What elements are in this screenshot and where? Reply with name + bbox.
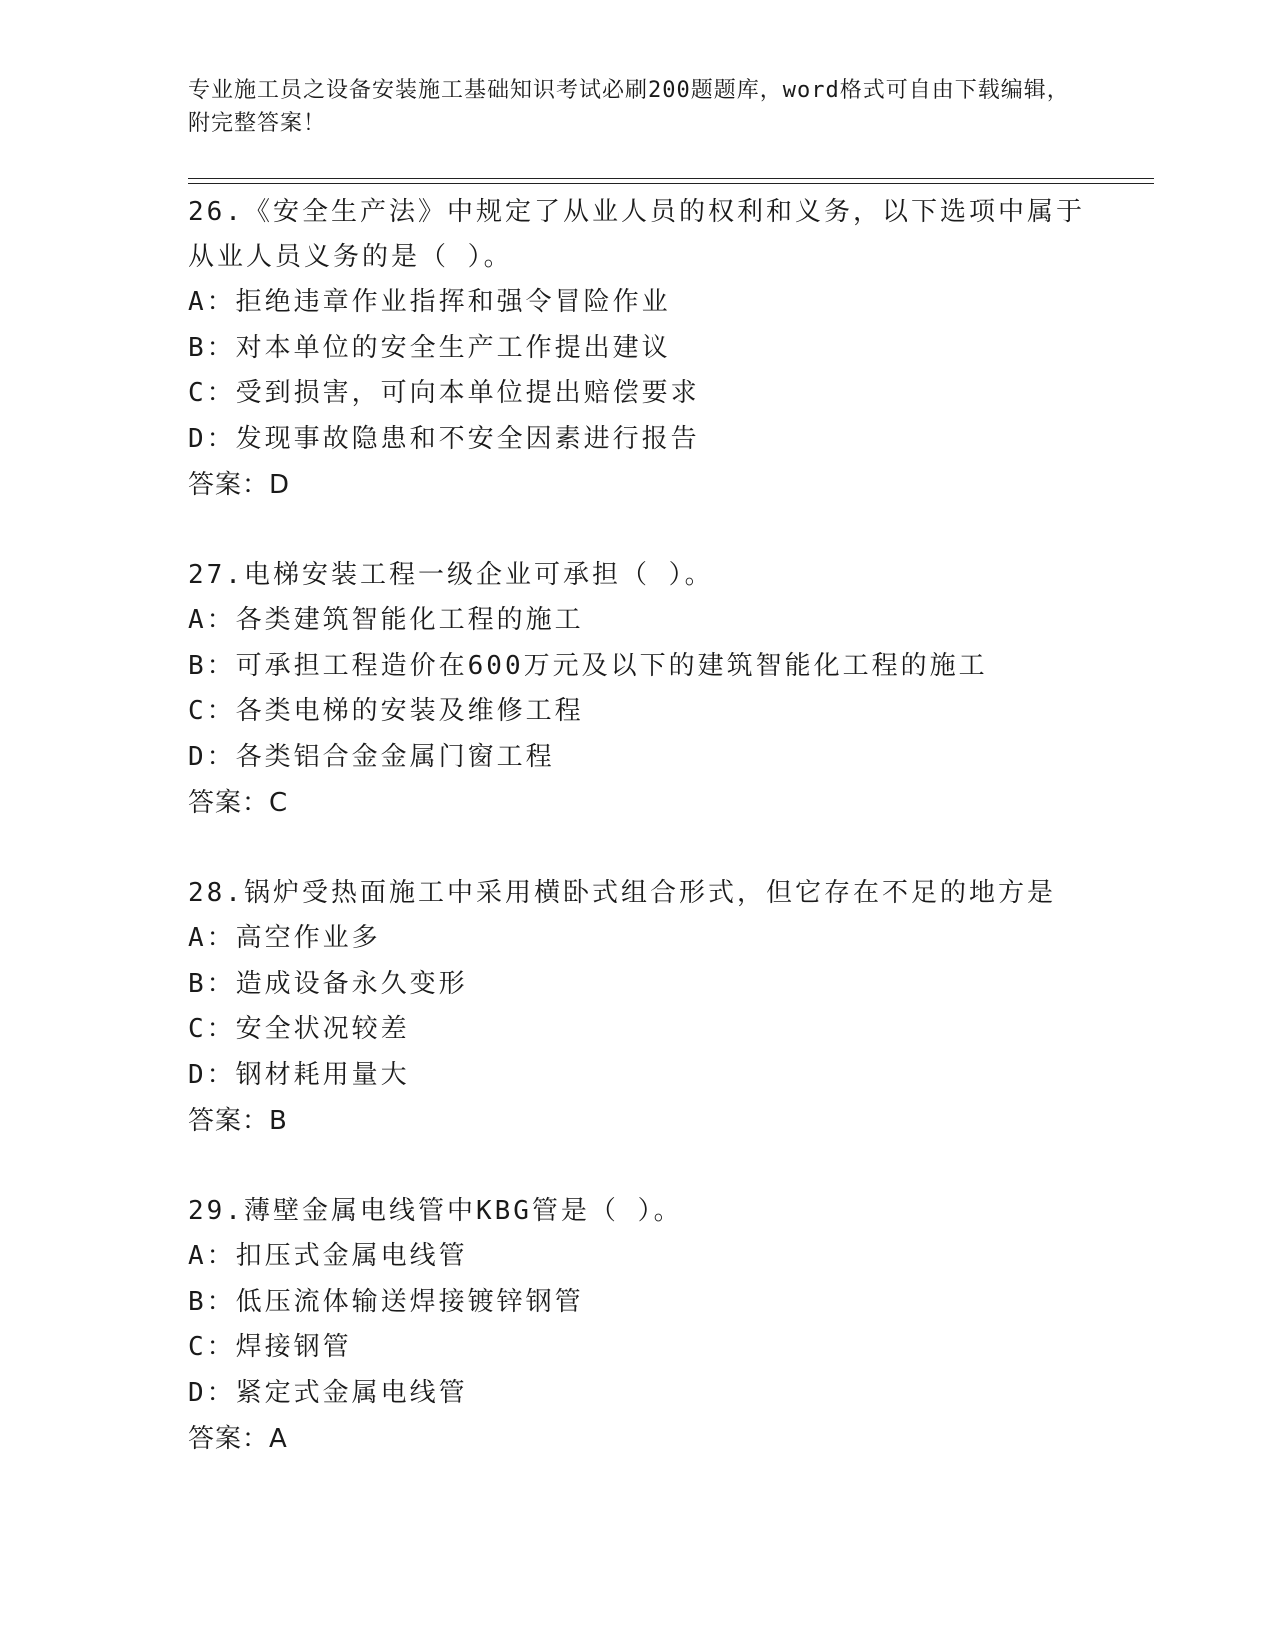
- option-d: D：各类铝合金金属门窗工程: [188, 741, 555, 772]
- option-d: D：紧定式金属电线管: [188, 1377, 468, 1408]
- question-text: 26.《安全生产法》中规定了从业人员的权利和义务，以下选项中属于从业人员义务的是（ ）。: [188, 197, 1085, 272]
- header-divider-top: [188, 178, 1154, 179]
- option-b: B：对本单位的安全生产工作提出建议: [188, 332, 671, 363]
- question-26: [188, 190, 1088, 508]
- option-a: A：高空作业多: [188, 923, 381, 953]
- question-27: [188, 553, 1088, 826]
- answer-label: 答案：A: [188, 1424, 288, 1454]
- answer-label: 答案：D: [188, 470, 291, 500]
- question-text: 29.薄壁金属电线管中KBG管是（ ）。: [188, 1196, 683, 1226]
- question-text: 28.锅炉受热面施工中采用横卧式组合形式，但它存在不足的地方是: [188, 878, 1056, 908]
- option-a: A：各类建筑智能化工程的施工: [188, 605, 584, 635]
- answer-label: 答案：B: [188, 1106, 288, 1136]
- option-b: B：低压流体输送焊接镀锌钢管: [188, 1286, 584, 1317]
- answer-label: 答案：C: [188, 788, 289, 818]
- option-a: A：扣压式金属电线管: [188, 1241, 468, 1271]
- question-text: 27.电梯安装工程一级企业可承担（ ）。: [188, 560, 714, 590]
- question-28: [188, 871, 1088, 1144]
- option-d: D：发现事故隐患和不安全因素进行报告: [188, 423, 700, 454]
- option-c: C：各类电梯的安装及维修工程: [188, 696, 584, 726]
- option-b: B：可承担工程造价在600万元及以下的建筑智能化工程的施工: [188, 650, 988, 681]
- question-29: [188, 1189, 1088, 1462]
- header-divider-bottom: [188, 183, 1154, 184]
- option-c: C：焊接钢管: [188, 1332, 352, 1362]
- option-b: B：造成设备永久变形: [188, 968, 468, 999]
- option-c: C：受到损害，可向本单位提出赔偿要求: [188, 378, 700, 408]
- question-list: [188, 190, 1088, 1507]
- option-c: C：安全状况较差: [188, 1014, 410, 1044]
- option-d: D：钢材耗用量大: [188, 1059, 410, 1090]
- document-header: 专业施工员之设备安装施工基础知识考试必刷200题题库，word格式可自由下载编辑，附完整答案！: [188, 78, 1070, 136]
- option-a: A：拒绝违章作业指挥和强令冒险作业: [188, 287, 671, 317]
